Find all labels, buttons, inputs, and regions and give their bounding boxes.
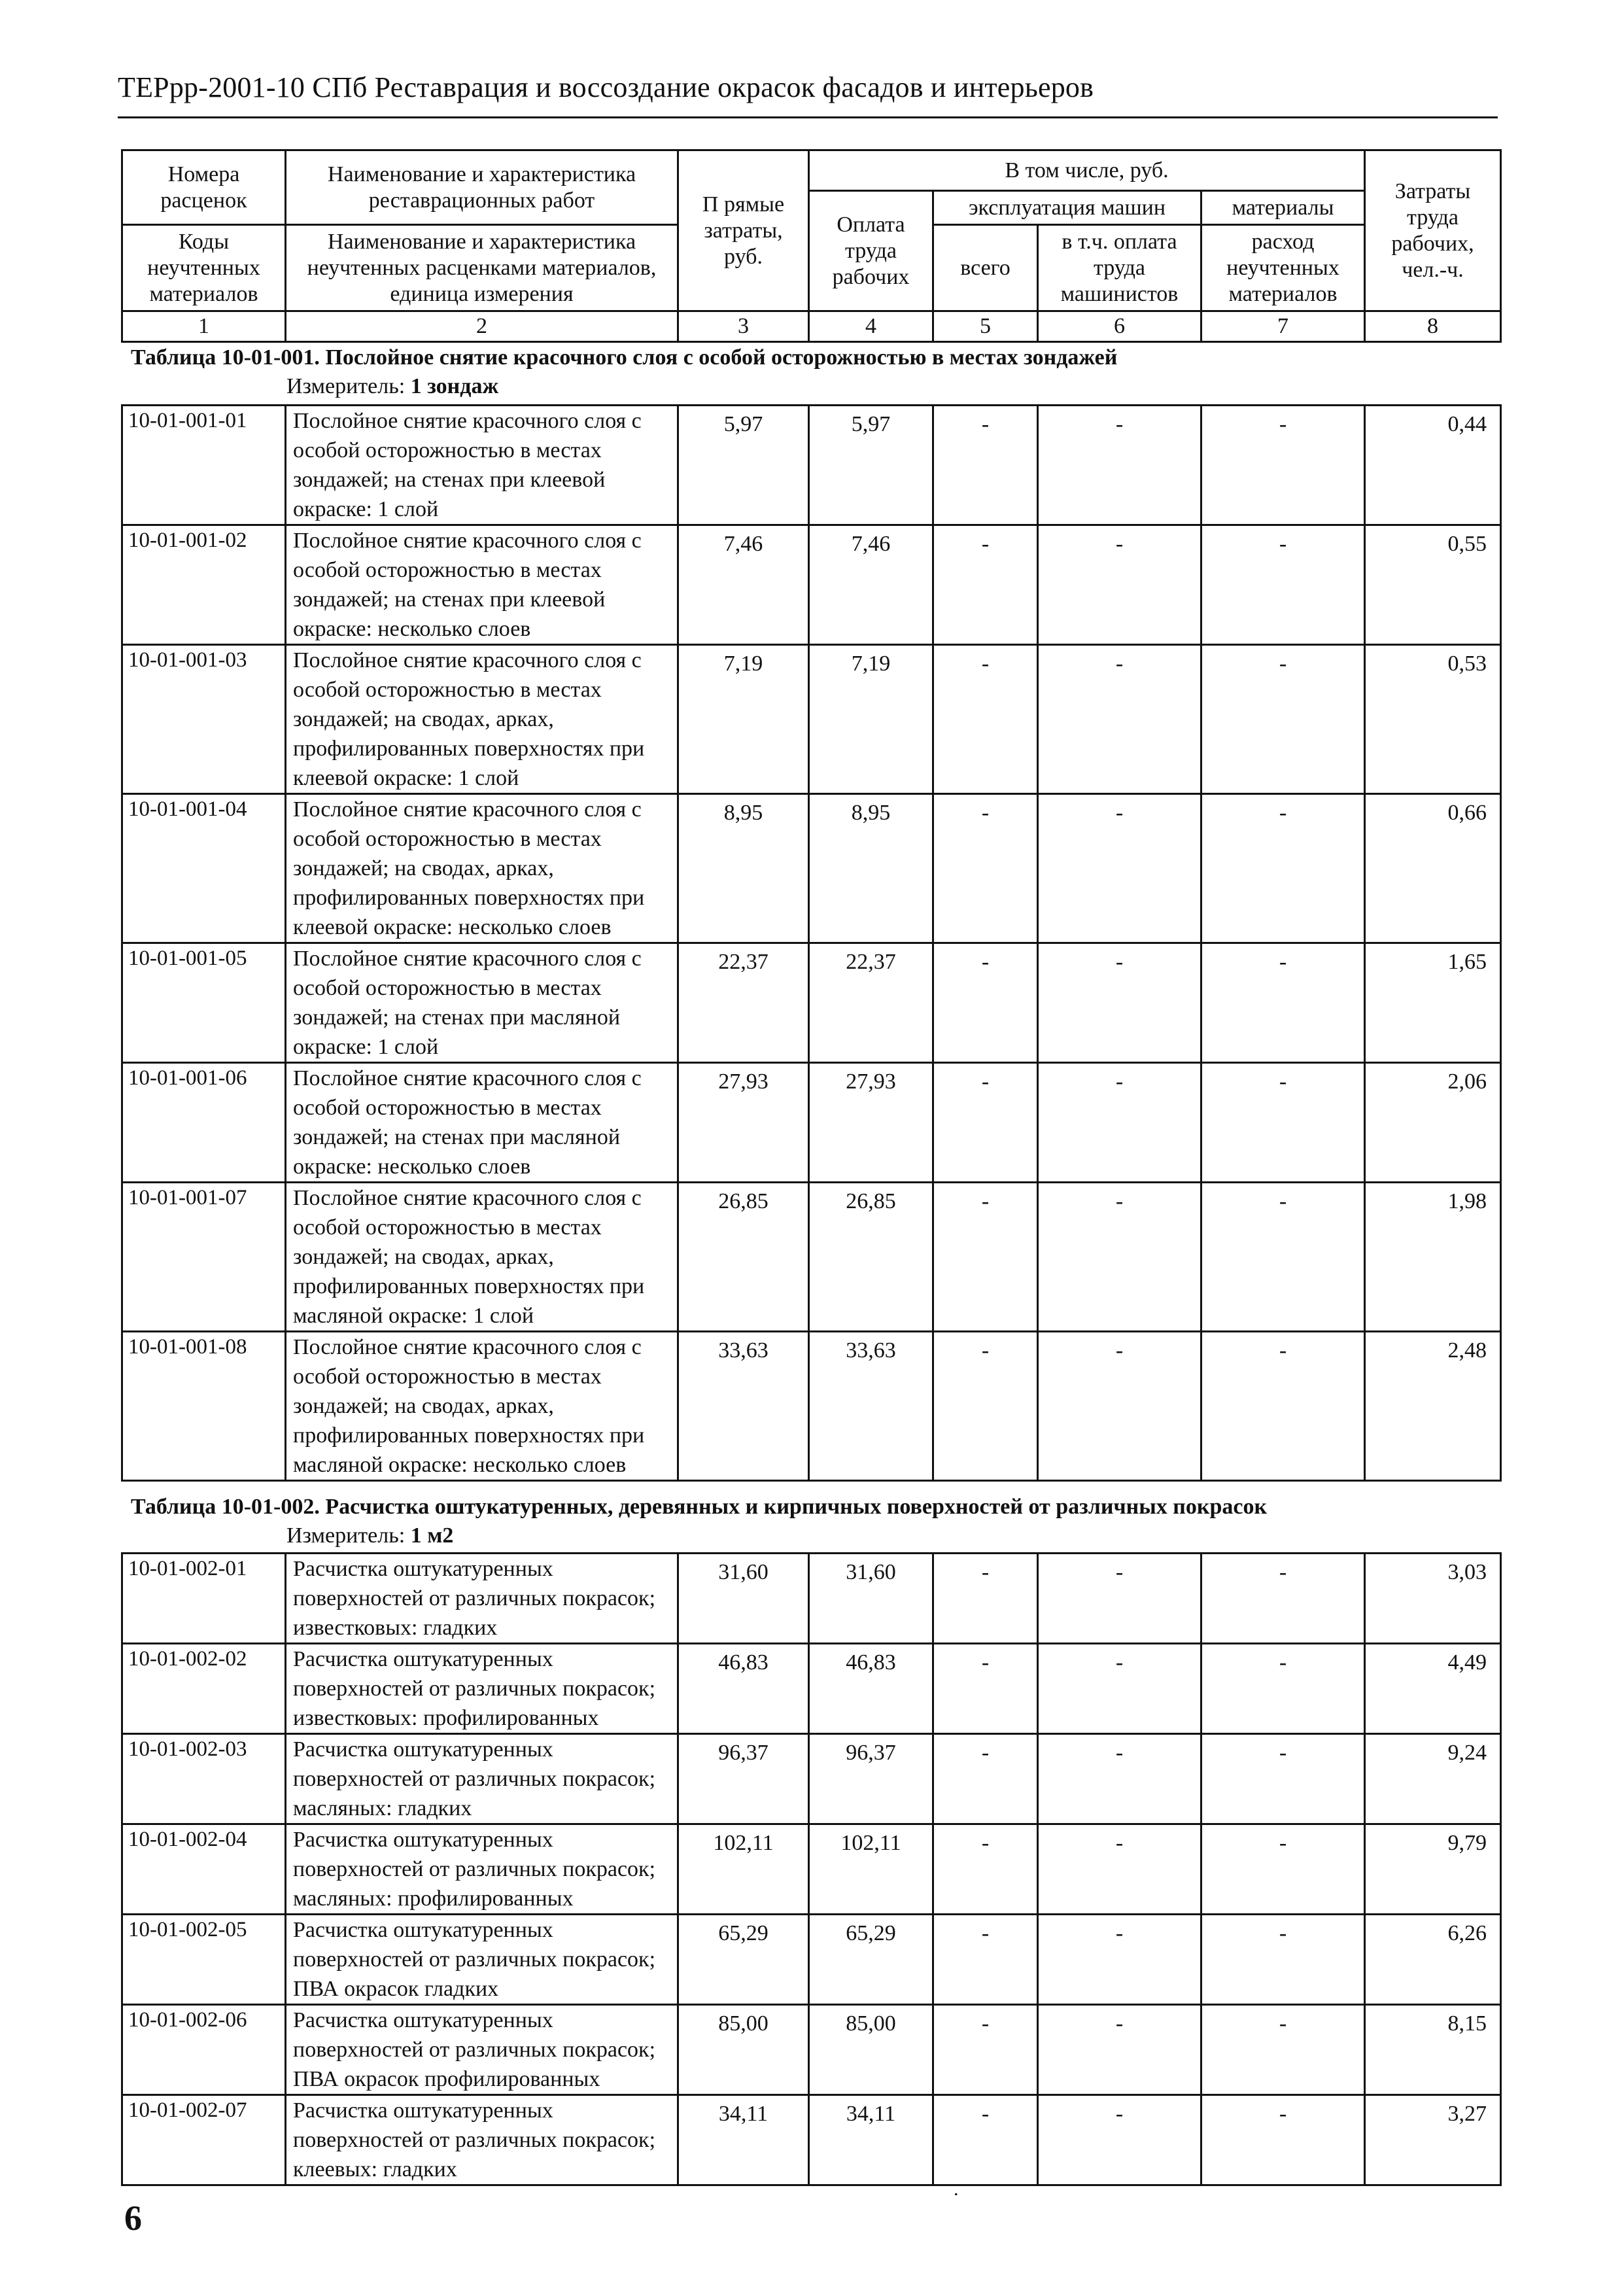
worker-wage-cell: 7,19: [809, 645, 933, 794]
table-row: [122, 1644, 1501, 1734]
rate-code-cell: 10-01-001-03: [122, 645, 286, 794]
table-row: [122, 1915, 1501, 2005]
materials-cell: -: [1201, 1332, 1365, 1481]
work-description-cell: Расчистка оштукатуренных поверхностей от различных покрасок; масляных: гладких: [286, 1734, 678, 1824]
worker-wage-cell: 96,37: [809, 1734, 933, 1824]
rate-code-cell: 10-01-001-07: [122, 1183, 286, 1332]
col-number: 6: [1038, 311, 1201, 342]
work-description-cell: Послойное снятие красочного слоя с особой осторожностью в местах зондажей; на сводах, арках, профилированных поверхностях при масляной окраске: 1 слой: [286, 1183, 678, 1332]
rate-code-cell: 10-01-002-02: [122, 1644, 286, 1734]
rate-code-cell: 10-01-002-05: [122, 1915, 286, 2005]
table-row: [122, 1554, 1501, 1644]
machines-total-cell: -: [933, 645, 1038, 794]
labor-costs-cell: 9,24: [1365, 1734, 1501, 1824]
col-header-name-top: Наименование и характеристика реставрационных работ: [286, 150, 678, 225]
machines-total-cell: -: [933, 1332, 1038, 1481]
machinist-wage-cell: -: [1038, 943, 1201, 1063]
page-header-title: ТЕРрр-2001-10 СПб Реставрация и воссоздание окрасок фасадов и интерьеров: [118, 71, 1094, 103]
machinist-wage-cell: -: [1038, 1824, 1201, 1915]
labor-costs-cell: 3,03: [1365, 1554, 1501, 1644]
col-header-unaccounted-materials: расход неучтенных материалов: [1201, 225, 1365, 311]
table-row: [122, 2005, 1501, 2095]
work-description-cell: Послойное снятие красочного слоя с особой осторожностью в местах зондажей; на сводах, арках, профилированных поверхностях при масляной окраске: несколько слоев: [286, 1332, 678, 1481]
direct-costs-cell: 34,11: [678, 2095, 809, 2185]
materials-cell: -: [1201, 2005, 1365, 2095]
labor-costs-cell: 2,48: [1365, 1332, 1501, 1481]
worker-wage-cell: 102,11: [809, 1824, 933, 1915]
worker-wage-cell: 27,93: [809, 1063, 933, 1183]
rate-code-cell: 10-01-001-04: [122, 794, 286, 943]
machines-total-cell: -: [933, 2095, 1038, 2185]
work-description-cell: Расчистка оштукатуренных поверхностей от различных покрасок; известковых: гладких: [286, 1554, 678, 1644]
labor-costs-cell: 0,44: [1365, 406, 1501, 525]
labor-costs-cell: 9,79: [1365, 1824, 1501, 1915]
machines-total-cell: -: [933, 794, 1038, 943]
machinist-wage-cell: -: [1038, 2095, 1201, 2185]
work-description-cell: Послойное снятие красочного слоя с особой осторожностью в местах зондажей; на стенах при клеевой окраске: 1 слой: [286, 406, 678, 525]
labor-costs-cell: 0,66: [1365, 794, 1501, 943]
rate-code-cell: 10-01-001-01: [122, 406, 286, 525]
col-number: 2: [286, 311, 678, 342]
machinist-wage-cell: -: [1038, 2005, 1201, 2095]
work-description-cell: Расчистка оштукатуренных поверхностей от различных покрасок; масляных: профилированных: [286, 1824, 678, 1915]
column-header-table: [121, 149, 1502, 343]
table-row: [122, 1063, 1501, 1183]
direct-costs-cell: 8,95: [678, 794, 809, 943]
col-header-labor-costs: Затраты труда рабочих, чел.-ч.: [1365, 150, 1501, 311]
machinist-wage-cell: -: [1038, 406, 1201, 525]
materials-cell: -: [1201, 406, 1365, 525]
rate-code-cell: 10-01-002-03: [122, 1734, 286, 1824]
worker-wage-cell: 33,63: [809, 1332, 933, 1481]
work-description-cell: Расчистка оштукатуренных поверхностей от различных покрасок; ПВА окрасок профилированных: [286, 2005, 678, 2095]
work-description-cell: Послойное снятие красочного слоя с особой осторожностью в местах зондажей; на стенах при масляной окраске: несколько слоев: [286, 1063, 678, 1183]
col-header-group-including: В том числе, руб.: [809, 150, 1365, 191]
meter-value: 1 зондаж: [410, 374, 499, 398]
worker-wage-cell: 31,60: [809, 1554, 933, 1644]
rates-table-2: [121, 1552, 1502, 2186]
table-1-meter: [286, 374, 498, 399]
work-description-cell: Расчистка оштукатуренных поверхностей от различных покрасок; ПВА окрасок гладких: [286, 1915, 678, 2005]
materials-cell: -: [1201, 1063, 1365, 1183]
direct-costs-cell: 31,60: [678, 1554, 809, 1644]
materials-cell: -: [1201, 1734, 1365, 1824]
col-number: 7: [1201, 311, 1365, 342]
machines-total-cell: -: [933, 1183, 1038, 1332]
table-2-title: Таблица 10-01-002. Расчистка оштукатуренных, деревянных и кирпичных поверхностей от различных покрасок: [131, 1495, 1268, 1519]
materials-cell: -: [1201, 2095, 1365, 2185]
machines-total-cell: -: [933, 1554, 1038, 1644]
materials-cell: -: [1201, 794, 1365, 943]
rate-code-cell: 10-01-001-06: [122, 1063, 286, 1183]
labor-costs-cell: 2,06: [1365, 1063, 1501, 1183]
machinist-wage-cell: -: [1038, 1183, 1201, 1332]
machinist-wage-cell: -: [1038, 525, 1201, 645]
machinist-wage-cell: -: [1038, 1332, 1201, 1481]
col-number: 1: [122, 311, 286, 342]
worker-wage-cell: 46,83: [809, 1644, 933, 1734]
rate-code-cell: 10-01-001-08: [122, 1332, 286, 1481]
machinist-wage-cell: -: [1038, 1063, 1201, 1183]
table-row: [122, 794, 1501, 943]
direct-costs-cell: 7,46: [678, 525, 809, 645]
direct-costs-cell: 65,29: [678, 1915, 809, 2005]
work-description-cell: Расчистка оштукатуренных поверхностей от различных покрасок; известковых: профилированных: [286, 1644, 678, 1734]
direct-costs-cell: 96,37: [678, 1734, 809, 1824]
rates-table-1: [121, 404, 1502, 1482]
direct-costs-cell: 27,93: [678, 1063, 809, 1183]
table-row: [122, 1332, 1501, 1481]
direct-costs-cell: 7,19: [678, 645, 809, 794]
labor-costs-cell: 8,15: [1365, 2005, 1501, 2095]
table-row: [122, 943, 1501, 1063]
machines-total-cell: -: [933, 1063, 1038, 1183]
meter-value: 1 м2: [410, 1523, 454, 1548]
col-header-machinist-wage: в т.ч. оплата труда машинистов: [1038, 225, 1201, 311]
col-number: 4: [809, 311, 933, 342]
work-description-cell: Послойное снятие красочного слоя с особой осторожностью в местах зондажей; на сводах, арках, профилированных поверхностях при клеевой окраске: 1 слой: [286, 645, 678, 794]
worker-wage-cell: 34,11: [809, 2095, 933, 2185]
machinist-wage-cell: -: [1038, 794, 1201, 943]
direct-costs-cell: 85,00: [678, 2005, 809, 2095]
machines-total-cell: -: [933, 406, 1038, 525]
labor-costs-cell: 0,55: [1365, 525, 1501, 645]
col-header-codes-bottom: Коды неучтенных материалов: [122, 225, 286, 311]
labor-costs-cell: 1,65: [1365, 943, 1501, 1063]
table-row: [122, 2095, 1501, 2185]
worker-wage-cell: 5,97: [809, 406, 933, 525]
col-number: 8: [1365, 311, 1501, 342]
worker-wage-cell: 65,29: [809, 1915, 933, 2005]
col-header-name-bottom: Наименование и характеристика неучтенных расценками материалов, единица измерения: [286, 225, 678, 311]
col-header-machine-operation: эксплуатация машин: [933, 191, 1201, 225]
table-row: [122, 1183, 1501, 1332]
meter-label: Измеритель:: [286, 1523, 406, 1548]
rate-code-cell: 10-01-001-05: [122, 943, 286, 1063]
machinist-wage-cell: -: [1038, 645, 1201, 794]
rate-code-cell: 10-01-002-06: [122, 2005, 286, 2095]
direct-costs-cell: 46,83: [678, 1644, 809, 1734]
machinist-wage-cell: -: [1038, 1734, 1201, 1824]
work-description-cell: Послойное снятие красочного слоя с особой осторожностью в местах зондажей; на стенах при клеевой окраске: несколько слоев: [286, 525, 678, 645]
rate-code-cell: 10-01-002-01: [122, 1554, 286, 1644]
machines-total-cell: -: [933, 2005, 1038, 2095]
work-description-cell: Послойное снятие красочного слоя с особой осторожностью в местах зондажей; на сводах, арках, профилированных поверхностях при клеевой окраске: несколько слоев: [286, 794, 678, 943]
direct-costs-cell: 22,37: [678, 943, 809, 1063]
table-row: [122, 1734, 1501, 1824]
materials-cell: -: [1201, 1915, 1365, 2005]
materials-cell: -: [1201, 943, 1365, 1063]
machines-total-cell: -: [933, 1734, 1038, 1824]
rate-code-cell: 10-01-002-04: [122, 1824, 286, 1915]
table-1-title: Таблица 10-01-001. Послойное снятие красочного слоя с особой осторожностью в местах зондажей: [131, 345, 1118, 370]
table-row: [122, 1824, 1501, 1915]
direct-costs-cell: 5,97: [678, 406, 809, 525]
machinist-wage-cell: -: [1038, 1644, 1201, 1734]
machines-total-cell: -: [933, 1915, 1038, 2005]
labor-costs-cell: 4,49: [1365, 1644, 1501, 1734]
labor-costs-cell: 1,98: [1365, 1183, 1501, 1332]
work-description-cell: Расчистка оштукатуренных поверхностей от различных покрасок; клеевых: гладких: [286, 2095, 678, 2185]
table-2-meter: [286, 1523, 453, 1548]
col-header-codes-top: Номера расценок: [122, 150, 286, 225]
header-rule: [118, 116, 1498, 118]
col-header-materials: материалы: [1201, 191, 1365, 225]
col-header-worker-wage: Оплата труда рабочих: [809, 191, 933, 311]
rate-code-cell: 10-01-001-02: [122, 525, 286, 645]
meter-label: Измеритель:: [286, 374, 406, 398]
direct-costs-cell: 26,85: [678, 1183, 809, 1332]
col-header-machines-total: всего: [933, 225, 1038, 311]
worker-wage-cell: 8,95: [809, 794, 933, 943]
materials-cell: -: [1201, 1554, 1365, 1644]
col-number: 5: [933, 311, 1038, 342]
machinist-wage-cell: -: [1038, 1554, 1201, 1644]
page-number: 6: [124, 2198, 142, 2238]
materials-cell: -: [1201, 645, 1365, 794]
table-row: [122, 406, 1501, 525]
table-row: [122, 525, 1501, 645]
col-header-direct-costs: П рямые затраты, руб.: [678, 150, 809, 311]
worker-wage-cell: 7,46: [809, 525, 933, 645]
materials-cell: -: [1201, 525, 1365, 645]
work-description-cell: Послойное снятие красочного слоя с особой осторожностью в местах зондажей; на стенах при масляной окраске: 1 слой: [286, 943, 678, 1063]
machinist-wage-cell: -: [1038, 1915, 1201, 2005]
machines-total-cell: -: [933, 525, 1038, 645]
worker-wage-cell: 26,85: [809, 1183, 933, 1332]
materials-cell: -: [1201, 1644, 1365, 1734]
labor-costs-cell: 0,53: [1365, 645, 1501, 794]
stray-mark: .: [954, 2178, 959, 2200]
machines-total-cell: -: [933, 1644, 1038, 1734]
table-row: [122, 645, 1501, 794]
machines-total-cell: -: [933, 943, 1038, 1063]
rate-code-cell: 10-01-002-07: [122, 2095, 286, 2185]
direct-costs-cell: 102,11: [678, 1824, 809, 1915]
direct-costs-cell: 33,63: [678, 1332, 809, 1481]
col-number: 3: [678, 311, 809, 342]
labor-costs-cell: 3,27: [1365, 2095, 1501, 2185]
materials-cell: -: [1201, 1824, 1365, 1915]
labor-costs-cell: 6,26: [1365, 1915, 1501, 2005]
materials-cell: -: [1201, 1183, 1365, 1332]
machines-total-cell: -: [933, 1824, 1038, 1915]
worker-wage-cell: 22,37: [809, 943, 933, 1063]
worker-wage-cell: 85,00: [809, 2005, 933, 2095]
